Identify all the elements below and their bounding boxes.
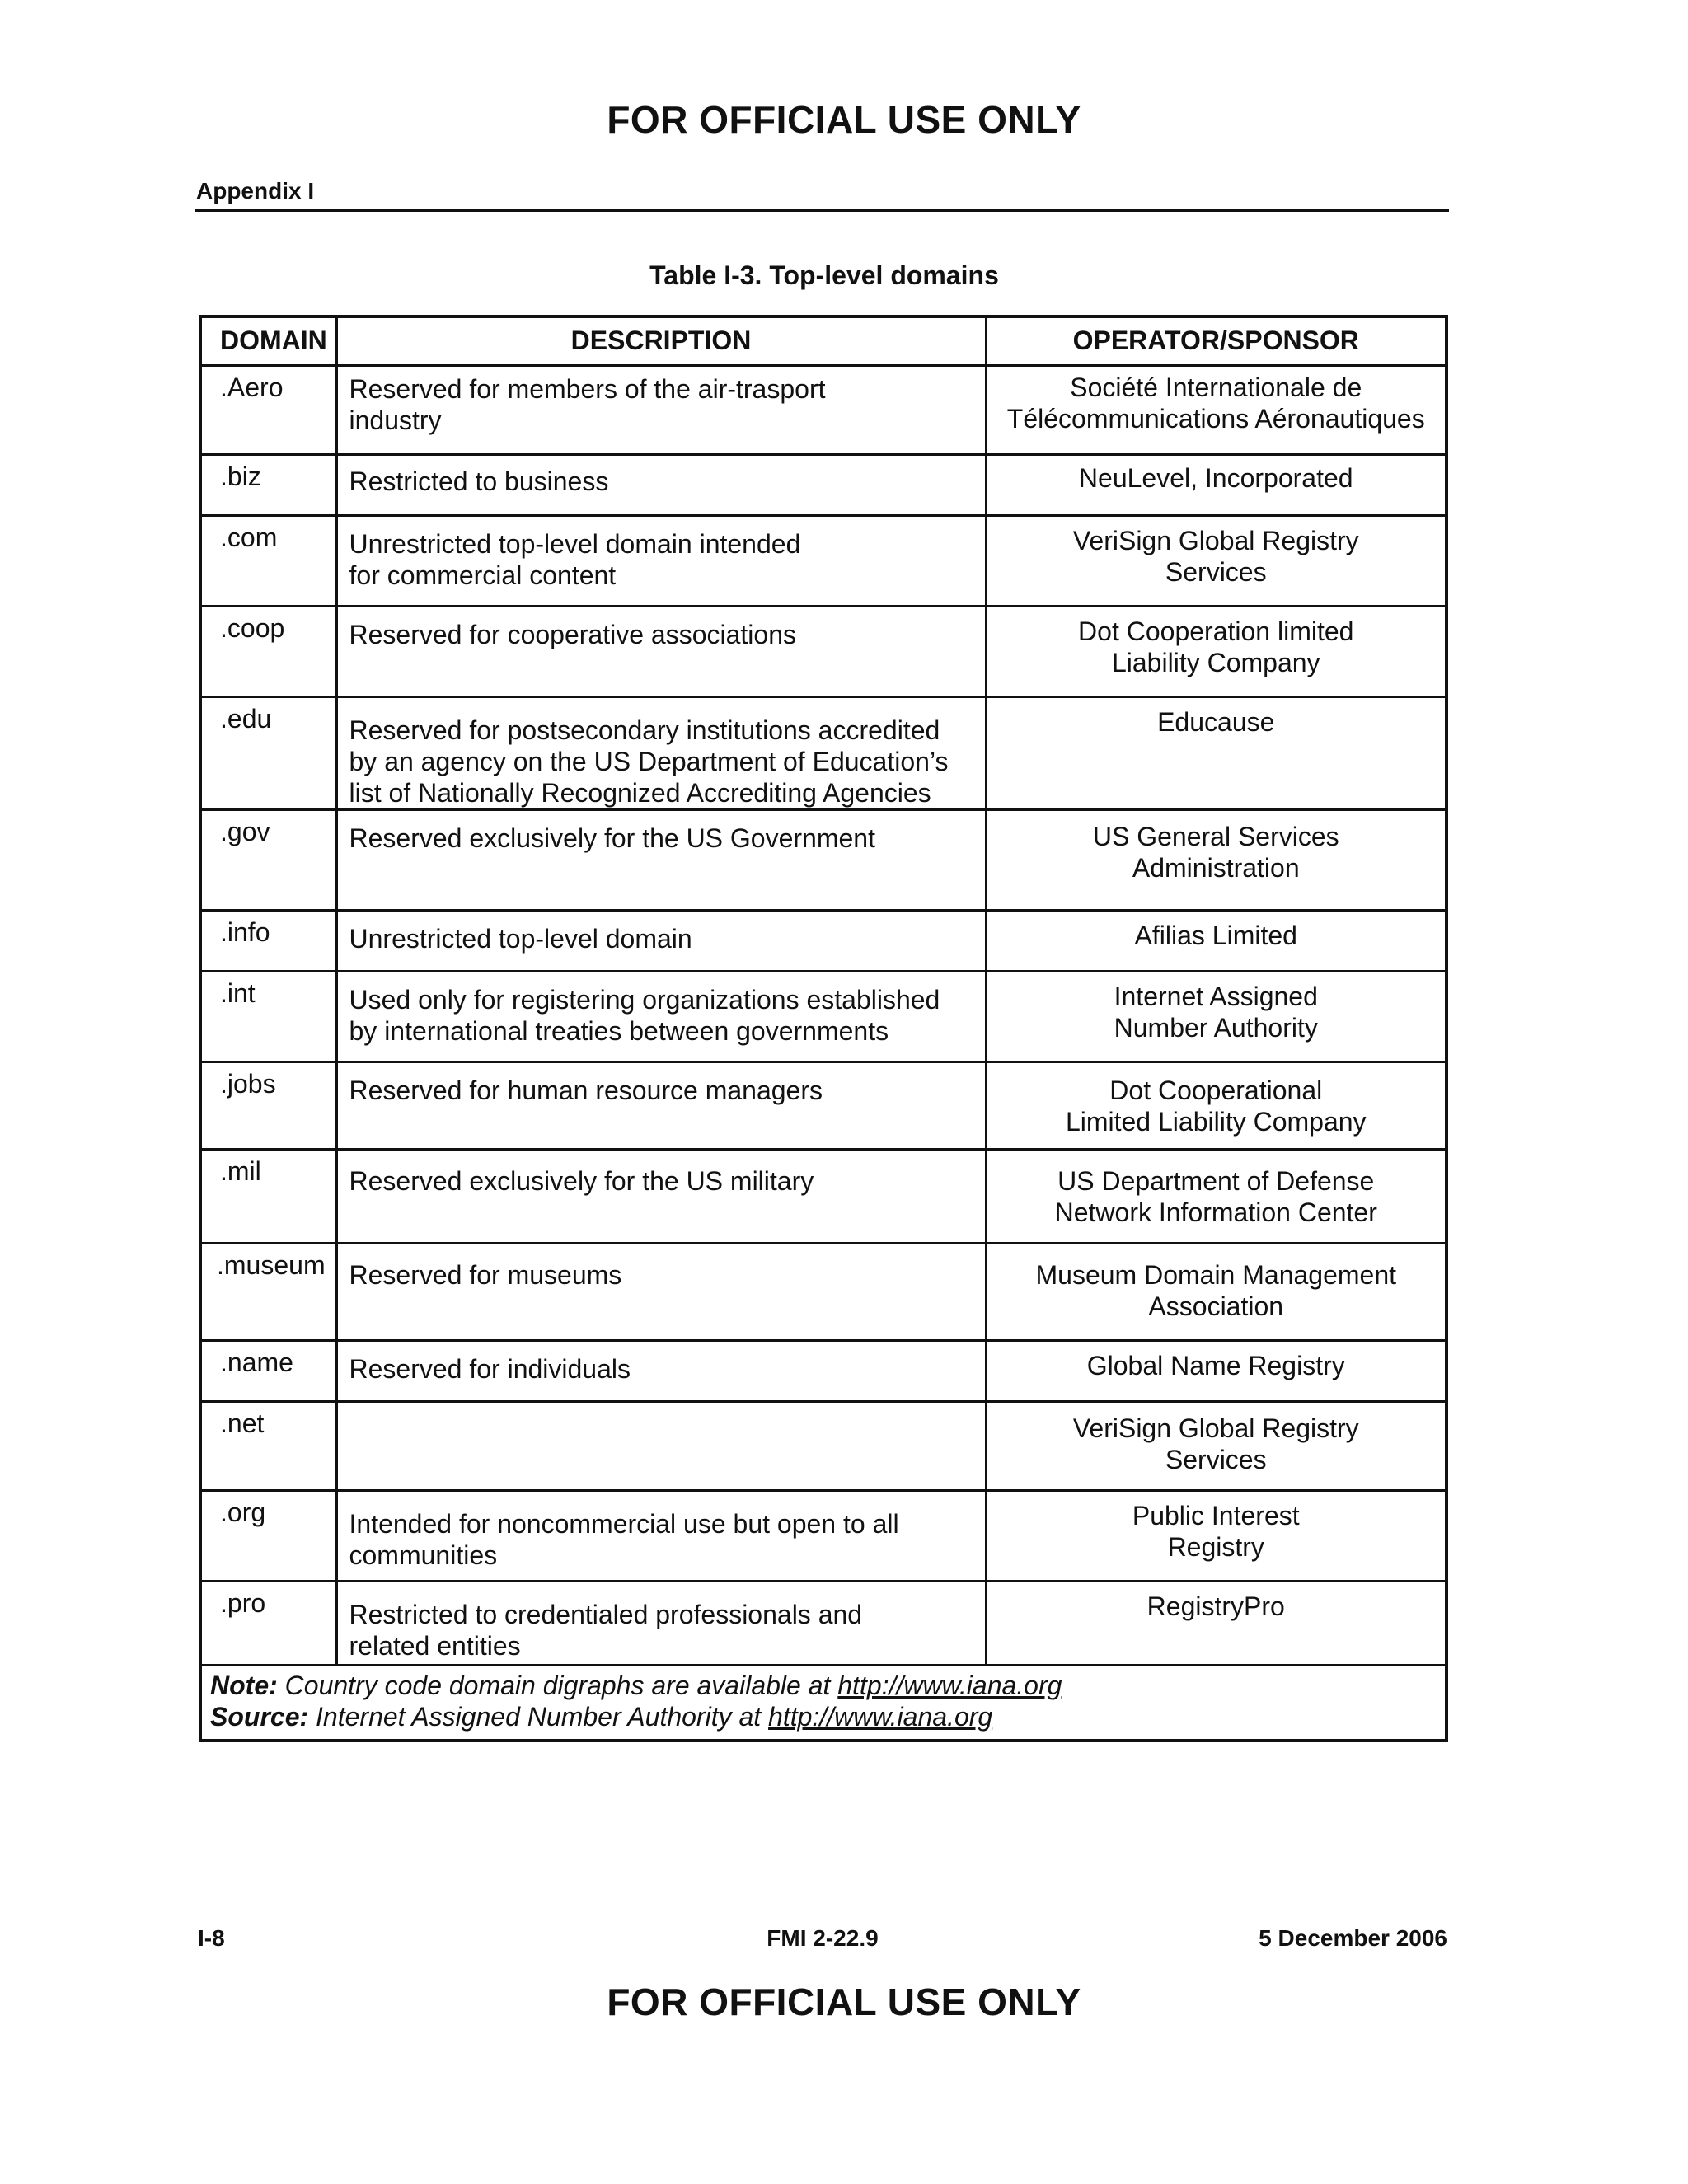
operator-cell: Société Internationale de Télécommunications Aéronautiques bbox=[986, 366, 1447, 455]
page-number: I-8 bbox=[198, 1925, 225, 1951]
table-header-row bbox=[200, 316, 1447, 366]
table-note-cell bbox=[200, 1666, 1447, 1741]
table-row bbox=[200, 1402, 1447, 1491]
table-row bbox=[200, 366, 1447, 455]
note-link[interactable]: http://www.iana.org bbox=[837, 1671, 1062, 1700]
document-id: FMI 2-22.9 bbox=[767, 1925, 879, 1951]
domain-cell: .jobs bbox=[200, 1062, 336, 1150]
domain-cell: .gov bbox=[200, 810, 336, 911]
description-cell: Restricted to credentialed professionals and related entities bbox=[336, 1582, 986, 1666]
domain-cell: .int bbox=[200, 972, 336, 1062]
table-note-row bbox=[200, 1666, 1447, 1741]
domain-cell: .edu bbox=[200, 697, 336, 810]
description-cell bbox=[336, 1402, 986, 1491]
table-row bbox=[200, 1491, 1447, 1582]
note-label: Note: bbox=[210, 1671, 278, 1700]
table-row bbox=[200, 810, 1447, 911]
source-link[interactable]: http://www.iana.org bbox=[768, 1702, 993, 1732]
table-row bbox=[200, 972, 1447, 1062]
operator-cell: Afilias Limited bbox=[986, 911, 1447, 972]
header-description: DESCRIPTION bbox=[336, 316, 986, 366]
description-cell: Intended for noncommercial use but open to all communities bbox=[336, 1491, 986, 1582]
table-row bbox=[200, 1150, 1447, 1244]
table-row bbox=[200, 1582, 1447, 1666]
operator-cell: VeriSign Global Registry Services bbox=[986, 1402, 1447, 1491]
operator-cell: Museum Domain Management Association bbox=[986, 1244, 1447, 1341]
operator-cell: Dot Cooperation limited Liability Company bbox=[986, 607, 1447, 697]
table-row bbox=[200, 1341, 1447, 1402]
description-cell: Unrestricted top-level domain bbox=[336, 911, 986, 972]
table-row bbox=[200, 516, 1447, 607]
domain-cell: .biz bbox=[200, 455, 336, 516]
table-row bbox=[200, 911, 1447, 972]
domain-cell: .museum bbox=[200, 1244, 336, 1341]
classification-banner-bottom: FOR OFFICIAL USE ONLY bbox=[607, 1980, 1081, 2023]
classification-banner-top: FOR OFFICIAL USE ONLY bbox=[607, 98, 1081, 141]
description-cell: Restricted to business bbox=[336, 455, 986, 516]
header-rule bbox=[195, 209, 1449, 212]
domain-cell: .org bbox=[200, 1491, 336, 1582]
operator-cell: NeuLevel, Incorporated bbox=[986, 455, 1447, 516]
table-row bbox=[200, 697, 1447, 810]
description-cell: Reserved for members of the air-trasport industry bbox=[336, 366, 986, 455]
table-row bbox=[200, 455, 1447, 516]
domain-cell: .net bbox=[200, 1402, 336, 1491]
operator-cell: RegistryPro bbox=[986, 1582, 1447, 1666]
description-cell: Reserved for human resource managers bbox=[336, 1062, 986, 1150]
source-label: Source: bbox=[210, 1702, 309, 1732]
domain-cell: .coop bbox=[200, 607, 336, 697]
operator-cell: US Department of Defense Network Information Center bbox=[986, 1150, 1447, 1244]
header-domain: DOMAIN bbox=[200, 316, 336, 366]
operator-cell: Global Name Registry bbox=[986, 1341, 1447, 1402]
table-title: Table I-3. Top-level domains bbox=[649, 260, 999, 290]
description-cell: Reserved exclusively for the US military bbox=[336, 1150, 986, 1244]
operator-cell: Educause bbox=[986, 697, 1447, 810]
domain-cell: .Aero bbox=[200, 366, 336, 455]
description-cell: Unrestricted top-level domain intended for commercial content bbox=[336, 516, 986, 607]
domain-cell: .info bbox=[200, 911, 336, 972]
operator-cell: VeriSign Global Registry Services bbox=[986, 516, 1447, 607]
description-cell: Used only for registering organizations established by international treaties between governments bbox=[336, 972, 986, 1062]
description-cell: Reserved for cooperative associations bbox=[336, 607, 986, 697]
source-text: Internet Assigned Number Authority at bbox=[316, 1702, 762, 1732]
description-cell: Reserved exclusively for the US Government bbox=[336, 810, 986, 911]
operator-cell: Internet Assigned Number Authority bbox=[986, 972, 1447, 1062]
operator-cell: US General Services Administration bbox=[986, 810, 1447, 911]
top-level-domains-table bbox=[199, 315, 1448, 1742]
source-line bbox=[210, 1701, 1437, 1732]
domain-cell: .mil bbox=[200, 1150, 336, 1244]
note-line bbox=[210, 1670, 1437, 1701]
table-row bbox=[200, 1062, 1447, 1150]
description-cell: Reserved for individuals bbox=[336, 1341, 986, 1402]
table-row bbox=[200, 1244, 1447, 1341]
description-cell: Reserved for museums bbox=[336, 1244, 986, 1341]
operator-cell: Public Interest Registry bbox=[986, 1491, 1447, 1582]
domain-cell: .com bbox=[200, 516, 336, 607]
operator-cell: Dot Cooperational Limited Liability Company bbox=[986, 1062, 1447, 1150]
domain-cell: .pro bbox=[200, 1582, 336, 1666]
table-row bbox=[200, 607, 1447, 697]
description-cell: Reserved for postsecondary institutions accredited by an agency on the US Department of Education’s list of Nationally Recognized Accrediting Agencies bbox=[336, 697, 986, 810]
running-head: Appendix I bbox=[196, 178, 315, 204]
publication-date: 5 December 2006 bbox=[1259, 1925, 1447, 1951]
header-operator: OPERATOR/SPONSOR bbox=[986, 316, 1447, 366]
note-text: Country code domain digraphs are available at bbox=[284, 1671, 831, 1700]
domain-cell: .name bbox=[200, 1341, 336, 1402]
